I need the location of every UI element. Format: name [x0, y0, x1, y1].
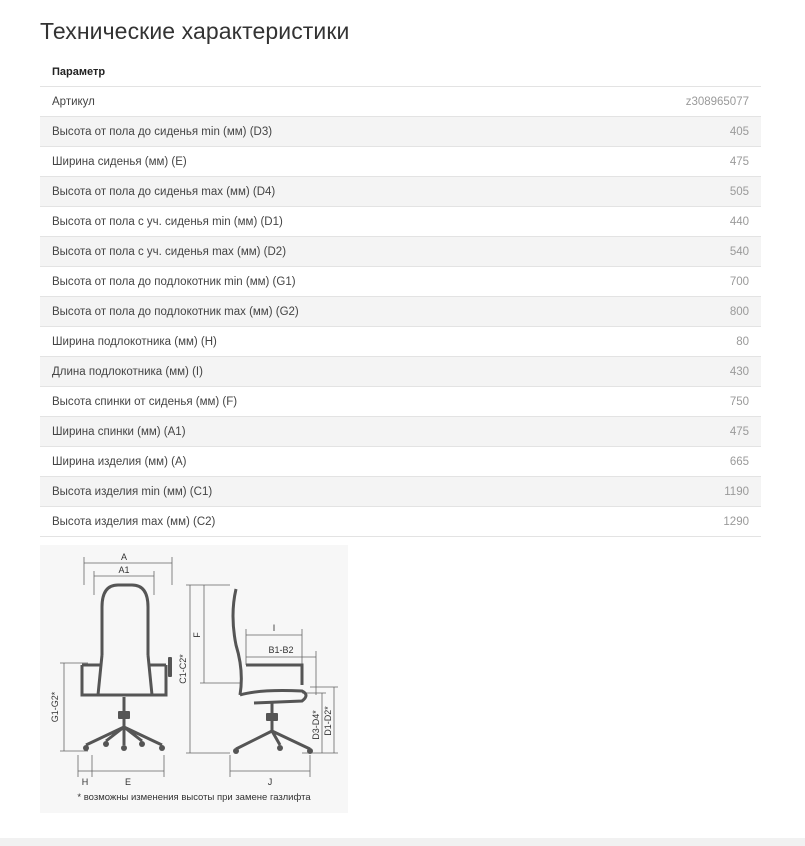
table-row [40, 237, 761, 267]
param-value: 665 [729, 456, 749, 468]
dim-label-i: I [272, 623, 276, 633]
param-label: Высота спинки от сиденья (мм) (F) [52, 396, 238, 408]
table-row [40, 387, 761, 417]
table-row [40, 297, 761, 327]
table-row [40, 507, 761, 537]
dim-label-e: E [124, 777, 132, 787]
table-row [40, 327, 761, 357]
dim-label-f: F [192, 632, 202, 638]
param-label: Высота от пола до сиденья min (мм) (D3) [52, 126, 273, 138]
table-row [40, 117, 761, 147]
table-row [40, 177, 761, 207]
dim-label-c: C1-C2* [178, 654, 188, 684]
chair-diagram [40, 545, 348, 790]
param-label: Ширина подлокотника (мм) (H) [52, 336, 217, 348]
param-label: Длина подлокотника (мм) (I) [52, 366, 203, 378]
footer-divider [0, 838, 805, 846]
param-value: 475 [729, 426, 749, 438]
dim-label-h: H [81, 777, 89, 787]
table-row [40, 417, 761, 447]
table-row [40, 267, 761, 297]
table-row [40, 447, 761, 477]
dim-label-d12: D1-D2* [323, 706, 333, 736]
param-value: 1190 [724, 486, 749, 498]
dim-label-b: B1-B2 [268, 645, 294, 655]
param-value: 430 [729, 366, 749, 378]
table-body [40, 87, 761, 537]
param-value: 405 [729, 126, 749, 138]
table-row [40, 147, 761, 177]
dim-label-g: G1-G2* [50, 691, 60, 723]
param-label: Высота от пола с уч. сиденья max (мм) (D2) [52, 246, 287, 258]
param-label: Артикул [52, 96, 95, 108]
param-value: 505 [729, 186, 749, 198]
param-value: 440 [729, 216, 749, 228]
dim-label-a1: A1 [118, 565, 130, 575]
param-label: Высота от пола до сиденья max (мм) (D4) [52, 186, 276, 198]
param-label: Высота изделия min (мм) (C1) [52, 486, 213, 498]
table-row [40, 207, 761, 237]
param-label: Высота от пола с уч. сиденья min (мм) (D1) [52, 216, 283, 228]
param-value: 800 [729, 306, 749, 318]
param-value: 700 [729, 276, 749, 288]
param-value: 475 [729, 156, 749, 168]
param-label: Ширина спинки (мм) (A1) [52, 426, 186, 438]
param-label: Ширина изделия (мм) (A) [52, 456, 187, 468]
param-label: Высота изделия max (мм) (C2) [52, 516, 216, 528]
param-value: 540 [729, 246, 749, 258]
specs-table [40, 57, 761, 537]
table-header-row [40, 57, 761, 87]
table-row [40, 477, 761, 507]
drawing-footnote: * возможны изменения высоты при замене газлифта [77, 792, 311, 803]
param-label: Высота от пола до подлокотник max (мм) (G2) [52, 306, 299, 318]
table-header-label: Параметр [52, 66, 106, 78]
chair-dimensions-drawing [40, 545, 348, 813]
param-value: z308965077 [685, 96, 749, 108]
page-title: Технические характеристики [40, 18, 350, 44]
param-label: Ширина сиденья (мм) (E) [52, 156, 187, 168]
param-value: 80 [736, 336, 749, 348]
table-row [40, 357, 761, 387]
param-value: 1290 [723, 516, 749, 528]
dim-label-a: A [120, 552, 128, 562]
table-row [40, 87, 761, 117]
param-value: 750 [729, 396, 749, 408]
param-label: Высота от пола до подлокотник min (мм) (G1) [52, 276, 296, 288]
dim-label-d34: D3-D4* [311, 710, 321, 740]
dim-label-j: J [267, 777, 273, 787]
